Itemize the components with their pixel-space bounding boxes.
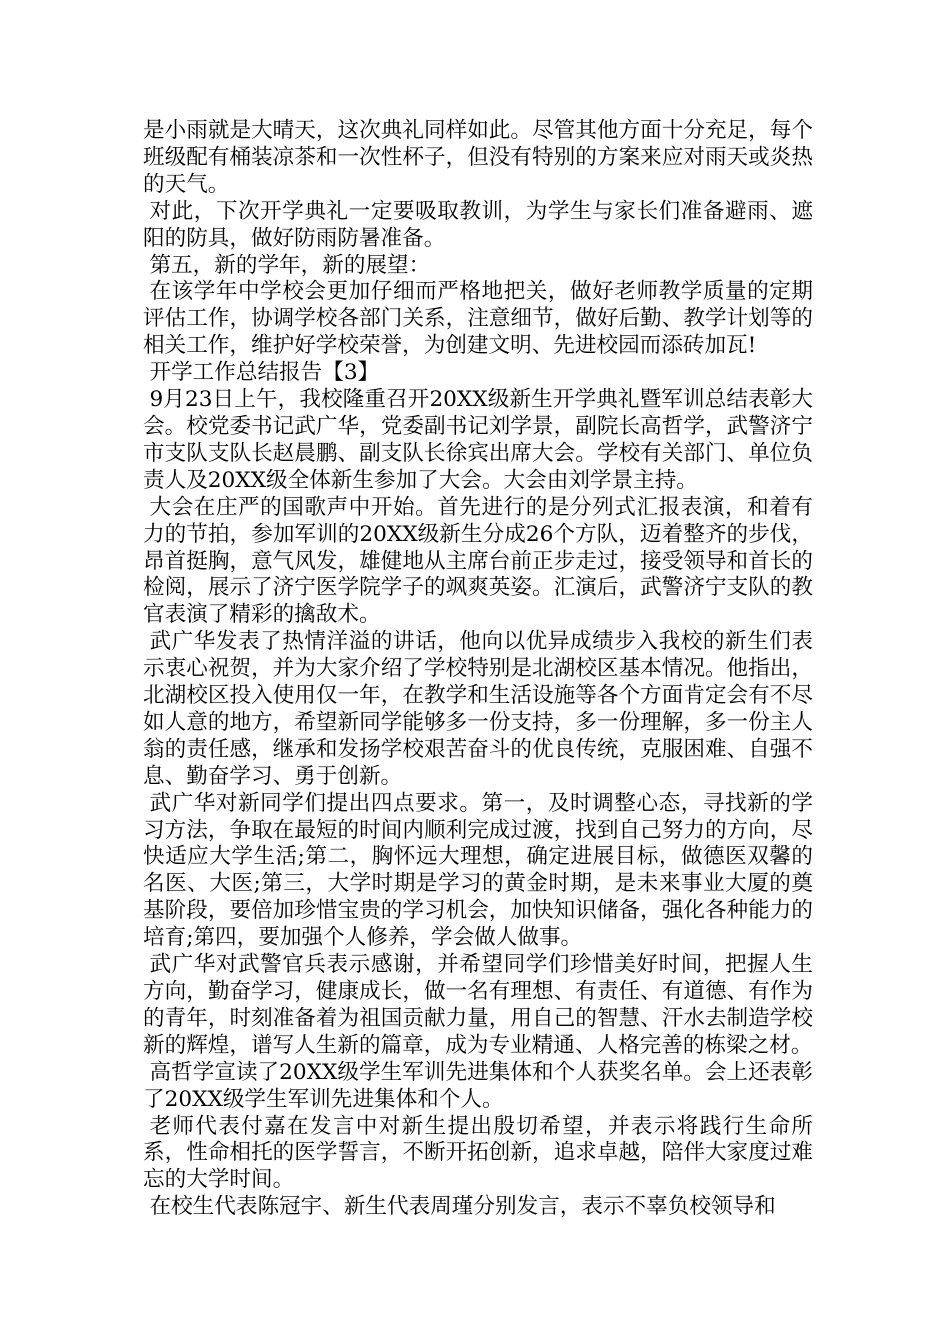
paragraph-teacher-speech: 老师代表付嘉在发言中对新生提出殷切希望，并表示将践行生命所系，性命相托的医学誓言，不断开拓创新，追求卓越，陪伴大家度过难忘的大学时间。 <box>143 1113 813 1193</box>
paragraph-thanks: 武广华对武警官兵表示感谢，并希望同学们珍惜美好时间，把握人生方向，勤奋学习，健康成长，做一名有理想、有责任、有道德、有作为的青年，时刻准备着为祖国贡献力量，用自己的智慧、汗水去制造学校新的辉煌，谱写人生新的篇章，成为专业精通、人格完善的栋梁之材。 <box>143 952 813 1058</box>
paragraph-ceremony-intro: 9月23日上午，我校隆重召开20XX级新生开学典礼暨军训总结表彰大会。校党委书记武广华，党委副书记刘学景，副院长高哲学，武警济宁市支队支队长赵晨鹏、副支队长徐宾出席大会。学校有关部门、单位负责人及20XX级全体新生参加了大会。大会由刘学景主持。 <box>143 387 813 493</box>
paragraph-parade: 大会在庄严的国歌声中开始。首先进行的是分列式汇报表演，和着有力的节拍，参加军训的20XX级新生分成26个方队，迈着整齐的步伐，昂首挺胸，意气风发，雄健地从主席台前正步走过，接受领导和首长的检阅，展示了济宁医学院学子的飒爽英姿。汇演后，武警济宁支队的教官表演了精彩的擒敌术。 <box>143 494 813 628</box>
paragraph-lesson: 对此，下次开学典礼一定要吸取教训，为学生与家长们准备避雨、遮阳的防具，做好防雨防暑准备。 <box>143 198 813 251</box>
paragraph-continuation: 是小雨就是大晴天，这次典礼同样如此。尽管其他方面十分充足，每个班级配有桶装凉茶和一次性杯子，但没有特别的方案来应对雨天或炎热的天气。 <box>143 118 813 197</box>
paragraph-requirements: 武广华对新同学们提出四点要求。第一，及时调整心态，寻找新的学习方法，争取在最短的时间内顺利完成过渡，找到自己努力的方向，尽快适应大学生活;第二，胸怀远大理想，确定进展目标，做德医双馨的名医、大医;第三，大学时期是学习的黄金时期，是未来事业大厦的奠基阶段，要倍加珍惜宝贵的学习机会，加快知识储备，强化各种能力的培育;第四，要加强个人修养，学会做人做事。 <box>143 790 813 951</box>
paragraph-speech: 武广华发表了热情洋溢的讲话，他向以优异成绩步入我校的新生们表示衷心祝贺，并为大家介绍了学校特别是北湖校区基本情况。他指出，北湖校区投入使用仅一年，在教学和生活设施等各个方面肯定会有不尽如人意的地方，希望新同学能够多一份支持，多一份理解，多一份主人翁的责任感，继承和发扬学校艰苦奋斗的优良传统，克服困难、自强不息、勤奋学习、勇于创新。 <box>143 629 813 789</box>
paragraph-outlook: 在该学年中学校会更加仔细而严格地把关，做好老师教学质量的定期评估工作，协调学校各部门关系，注意细节，做好后勤、教学计划等的相关工作，维护好学校荣誉，为创建文明、先进校园而添砖加瓦! <box>143 279 813 359</box>
document-page <box>143 118 813 1221</box>
paragraph-student-speech: 在校生代表陈冠宇、新生代表周瑾分别发言，表示不辜负校领导和 <box>149 1194 776 1220</box>
section-heading-fifth: 第五，新的学年，新的展望： <box>149 252 431 278</box>
report-title-3: 开学工作总结报告【3】 <box>149 360 380 386</box>
paragraph-awards: 高哲学宣读了20XX级学生军训先进集体和个人获奖名单。会上还表彰了20XX级学生军训先进集体和个人。 <box>143 1059 813 1112</box>
